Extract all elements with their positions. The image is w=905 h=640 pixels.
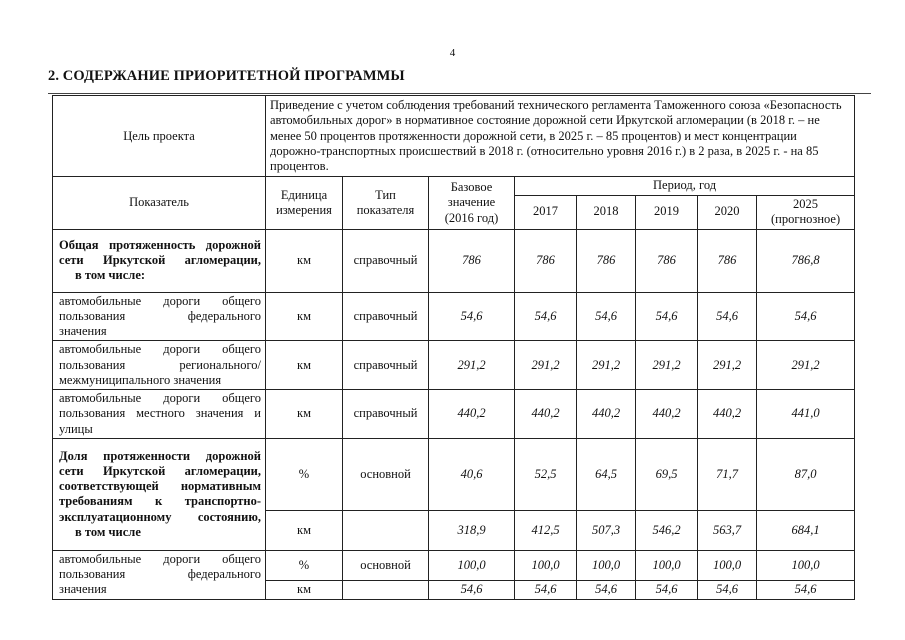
row-unit: км [266,292,343,341]
header-divider [48,93,871,94]
row-value: 100,0 [577,550,636,580]
row-value: 291,2 [515,341,577,390]
row-value: 786,8 [757,229,855,292]
row-value: 54,6 [698,581,757,599]
header-row-1 [53,177,855,195]
row-value: 440,2 [515,390,577,439]
header-year: 2019 [636,195,698,229]
section-title: 2. СОДЕРЖАНИЕ ПРИОРИТЕТНОЙ ПРОГРАММЫ [48,68,405,84]
row-type: справочный [343,341,429,390]
header-year: 2018 [577,195,636,229]
row-value: 52,5 [515,438,577,510]
row-value: 100,0 [515,550,577,580]
row-value: 563,7 [698,510,757,550]
table-row [53,229,855,292]
header-base: Базовое значение (2016 год) [429,177,515,229]
row-value: 54,6 [577,581,636,599]
row-value: 54,6 [577,292,636,341]
row-value: 412,5 [515,510,577,550]
row-value: 291,2 [757,341,855,390]
row-unit: км [266,581,343,599]
row-value: 64,5 [577,438,636,510]
row-value: 71,7 [698,438,757,510]
row-value: 54,6 [636,581,698,599]
row-base: 786 [429,229,515,292]
row-value: 87,0 [757,438,855,510]
page-number: 4 [449,47,456,59]
row-value: 786 [577,229,636,292]
header-indicator: Показатель [53,177,266,229]
row-label: автомобильные дороги общего пользования местного значения и улицы [53,390,266,439]
row-type [343,510,429,550]
program-table [52,95,855,600]
row-value: 69,5 [636,438,698,510]
row-value: 100,0 [698,550,757,580]
row-unit: км [266,341,343,390]
row-label: Доля протяженности дорожной сети Иркутской агломерации, соответствующей нормативным требованиям к транспортно-эксплуатационному состоянию, в том числе [53,438,266,550]
row-value: 546,2 [636,510,698,550]
row-unit: км [266,229,343,292]
row-value: 786 [698,229,757,292]
row-base: 54,6 [429,581,515,599]
row-value: 54,6 [757,292,855,341]
row-base: 40,6 [429,438,515,510]
row-base: 291,2 [429,341,515,390]
row-type: справочный [343,229,429,292]
row-base: 100,0 [429,550,515,580]
row-label: автомобильные дороги общего пользования регионального/ межмуниципального значения [53,341,266,390]
row-type [343,581,429,599]
goal-label: Цель проекта [53,96,266,177]
table-row [53,390,855,439]
row-value: 440,2 [698,390,757,439]
row-type: основной [343,550,429,580]
row-value: 440,2 [577,390,636,439]
row-value: 786 [636,229,698,292]
row-value: 440,2 [636,390,698,439]
row-base: 54,6 [429,292,515,341]
row-label: автомобильные дороги общего пользования федерального значения [53,550,266,599]
header-unit: Единица измерения [266,177,343,229]
row-type: справочный [343,292,429,341]
row-base: 318,9 [429,510,515,550]
header-year: 2017 [515,195,577,229]
row-value: 291,2 [577,341,636,390]
table-row [53,550,855,580]
table-row [53,292,855,341]
goal-text: Приведение с учетом соблюдения требований технического регламента Таможенного союза «Безопасность автомобильных дорог» в нормативное состояние дорожной сети Иркутской агломерации (в 2018 г. – не менее 50 процентов протяженности дорожной сети, в 2025 г. – 85 процентов) и мест концентрации дорожно-транспортных происшествий в 2018 г. (относительно уровня 2016 г.) в 2 раза, в 2025 г. - на 85 процентов. [266,96,855,177]
row-value: 54,6 [698,292,757,341]
header-year: 2025 (прогнозное) [757,195,855,229]
table-row [53,341,855,390]
row-type: справочный [343,390,429,439]
row-value: 100,0 [757,550,855,580]
row-value: 786 [515,229,577,292]
row-value: 441,0 [757,390,855,439]
row-value: 54,6 [515,581,577,599]
row-label: Общая протяженность дорожной сети Иркутской агломерации, в том числе: [53,229,266,292]
row-value: 291,2 [636,341,698,390]
row-value: 684,1 [757,510,855,550]
row-label: автомобильные дороги общего пользования федерального значения [53,292,266,341]
row-value: 507,3 [577,510,636,550]
row-unit: км [266,510,343,550]
row-value: 54,6 [636,292,698,341]
row-unit: % [266,550,343,580]
row-unit: % [266,438,343,510]
row-value: 54,6 [515,292,577,341]
row-type: основной [343,438,429,510]
row-value: 291,2 [698,341,757,390]
row-value: 54,6 [757,581,855,599]
row-unit: км [266,390,343,439]
header-year: 2020 [698,195,757,229]
header-type: Тип показателя [343,177,429,229]
row-base: 440,2 [429,390,515,439]
row-value: 100,0 [636,550,698,580]
goal-row [53,96,855,177]
header-period: Период, год [515,177,855,195]
table-row [53,438,855,510]
